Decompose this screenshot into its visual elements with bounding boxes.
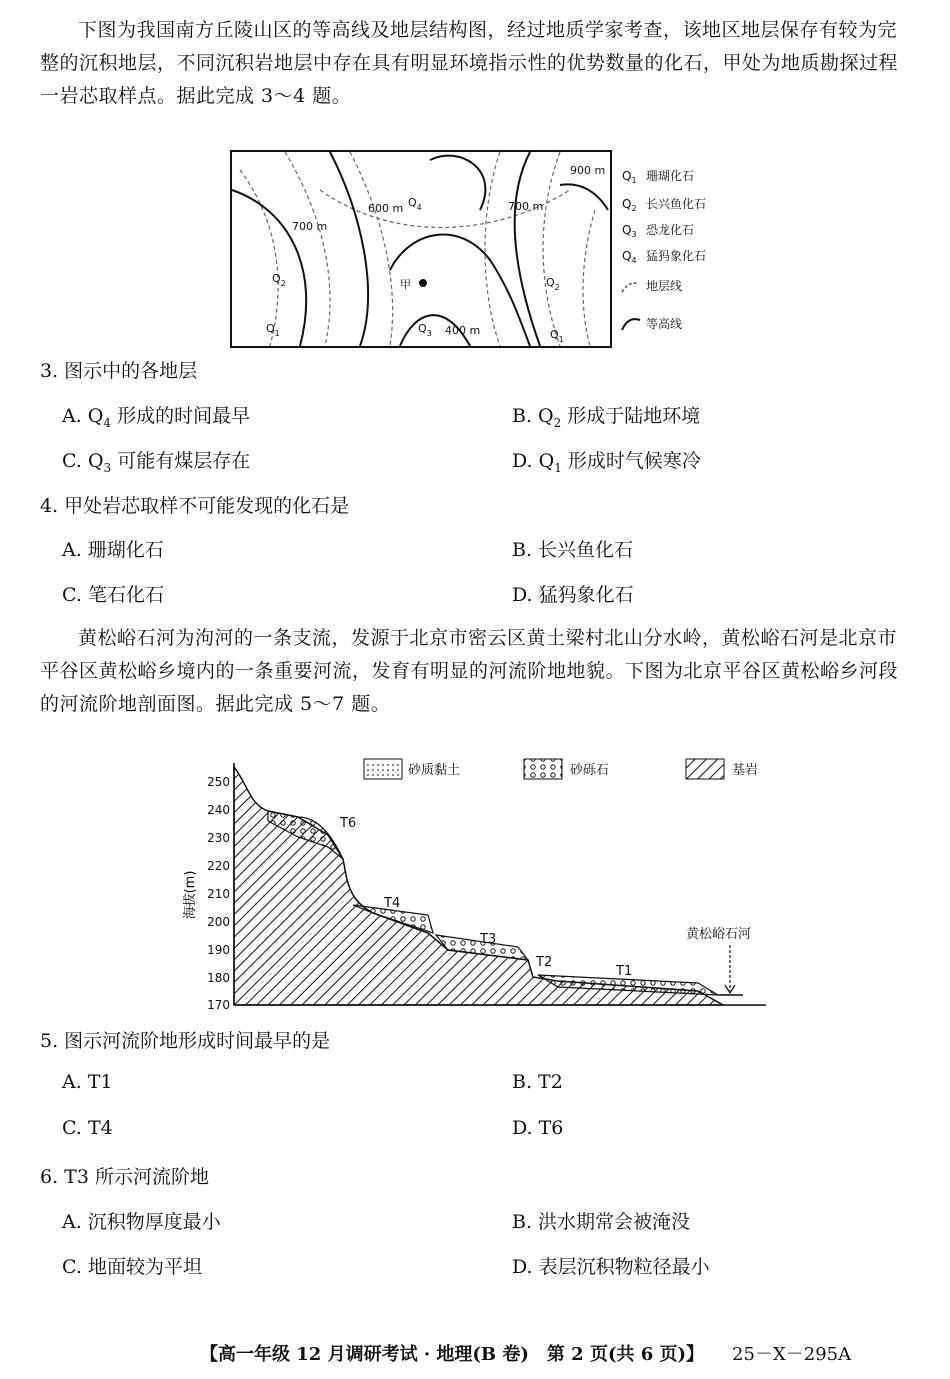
terrace-profile-svg (178, 755, 770, 1010)
intro-paragraph-2: 黄松峪石河为泃河的一条支流，发源于北京市密云区黄土梁村北山分水岭，黄松峪石河是北京市平谷区黄松峪乡境内的一条重要河流，发育有明显的河流阶地地貌。下图为北京平谷区黄松峪乡河段的河流阶地剖面图。据此完成 5～7 题。 (40, 627, 899, 715)
footer-title: 【高一年级 12 月调研考试 · 地理(B 卷) 第 2 页(共 6 页)】 (200, 1344, 705, 1365)
intro-paragraph-1: 下图为我国南方丘陵山区的等高线及地层结构图，经过地质学家考查，该地区地层保存有较为完整的沉积地层，不同沉积岩地层中存在具有明显环境指示性的优势数量的化石，甲处为地质勘探过程一岩芯取样点。据此完成 3～4 题。 (40, 19, 899, 107)
terrace-label-t2: T2 (536, 955, 553, 970)
question-3-option-a: A. $Q_4$ 形成的时间最早 (62, 405, 251, 430)
terrace-label-t1: T1 (616, 964, 633, 979)
legend-bedrock-swatch (686, 759, 724, 779)
legend-bedrock-text: 基岩 (732, 763, 759, 778)
stratum-q2-left: $Q_2$ (272, 272, 286, 288)
legend-sandy-clay-swatch (364, 759, 402, 779)
point-jia-marker (419, 279, 427, 287)
legend-gravel-text: 砂砾石 (570, 763, 610, 778)
question-6-option-c: C. 地面较为平坦 (62, 1256, 202, 1278)
legend-contour-text: 等高线 (646, 317, 683, 331)
question-4-option-d: D. 猛犸象化石 (512, 584, 634, 606)
legend-q3-sym: $Q_3$ (622, 223, 637, 239)
question-5-option-d: D. T6 (512, 1117, 564, 1139)
legend-strata-line-icon (622, 283, 638, 292)
legend-q4-text: 猛犸象化石 (646, 249, 707, 263)
question-6-option-b: B. 洪水期常会被淹没 (512, 1211, 691, 1233)
question-5-option-a: A. T1 (62, 1071, 113, 1093)
terrace-label-t4: T4 (384, 896, 401, 911)
contour-label-600: 600 m (368, 202, 404, 215)
y-tick-220: 220 (207, 859, 230, 873)
legend-contour-icon (622, 319, 640, 330)
strata-lines (240, 152, 595, 346)
contour-map-svg (230, 150, 730, 350)
legend-q4-sym: $Q_4$ (622, 249, 637, 265)
terrace-profile-figure (178, 755, 770, 1014)
stratum-q1-right: $Q_1$ (550, 328, 564, 344)
legend-q2-text: 长兴鱼化石 (646, 197, 707, 211)
legend-q2-sym: $Q_2$ (622, 197, 637, 213)
y-tick-240: 240 (207, 803, 230, 817)
profile-legend (364, 759, 758, 779)
legend-q3-text: 恐龙化石 (646, 223, 695, 237)
y-axis-label: 海拔(m) (183, 870, 198, 920)
legend-q1-text: 珊瑚化石 (646, 169, 695, 183)
y-tick-230: 230 (207, 831, 230, 845)
question-4-option-b: B. 长兴鱼化石 (512, 539, 634, 561)
y-tick-180: 180 (207, 971, 230, 985)
y-tick-250: 250 (207, 775, 230, 789)
y-tick-200: 200 (207, 915, 230, 929)
terrace-label-t3: T3 (480, 932, 497, 947)
stratum-q4: $Q_4$ (408, 196, 422, 212)
contour-label-700-right: 700 m (508, 200, 544, 213)
page-footer (200, 1340, 851, 1366)
legend-gravel-swatch (524, 759, 562, 779)
map-legend (622, 168, 706, 331)
question-6-stem: 6. T3 所示河流阶地 (40, 1166, 209, 1188)
river-label: 黄松峪石河 (686, 927, 752, 942)
question-4-stem: 4. 甲处岩芯取样不可能发现的化石是 (40, 495, 350, 517)
legend-q1-sym: $Q_1$ (622, 169, 637, 185)
y-tick-210: 210 (207, 887, 230, 901)
question-6-option-d: D. 表层沉积物粒径最小 (512, 1256, 710, 1278)
contour-label-400: 400 m (445, 324, 481, 337)
y-tick-170: 170 (207, 998, 230, 1010)
footer-code: 25－X－295A (732, 1344, 852, 1365)
stratum-q2-right: $Q_2$ (546, 276, 560, 292)
y-tick-190: 190 (207, 943, 230, 957)
question-6-option-a: A. 沉积物厚度最小 (62, 1211, 221, 1233)
contour-map-figure (230, 150, 730, 354)
terrace-label-t6: T6 (340, 816, 357, 831)
contour-label-900: 900 m (570, 164, 606, 177)
point-jia-label: 甲 (400, 278, 411, 291)
question-5-option-b: B. T2 (512, 1071, 563, 1093)
question-3-option-c: C. $Q_3$ 可能有煤层存在 (62, 450, 251, 475)
question-4-option-c: C. 笔石化石 (62, 584, 164, 606)
question-5-stem: 5. 图示河流阶地形成时间最早的是 (40, 1030, 331, 1052)
legend-strata-text: 地层线 (646, 279, 683, 293)
question-4-option-a: A. 珊瑚化石 (62, 539, 164, 561)
question-5-option-c: C. T4 (62, 1117, 113, 1139)
bedrock-layer (234, 767, 723, 1005)
stratum-q1-left: $Q_1$ (266, 322, 280, 338)
legend-sandy-clay-text: 砂质黏土 (408, 763, 461, 778)
contour-label-700-left: 700 m (292, 220, 328, 233)
stratum-q3: $Q_3$ (418, 322, 432, 338)
question-3-option-b: B. $Q_2$ 形成于陆地环境 (512, 405, 701, 430)
question-3-stem: 3. 图示中的各地层 (40, 360, 198, 382)
question-3-option-d: D. $Q_1$ 形成时气候寒冷 (512, 450, 701, 475)
